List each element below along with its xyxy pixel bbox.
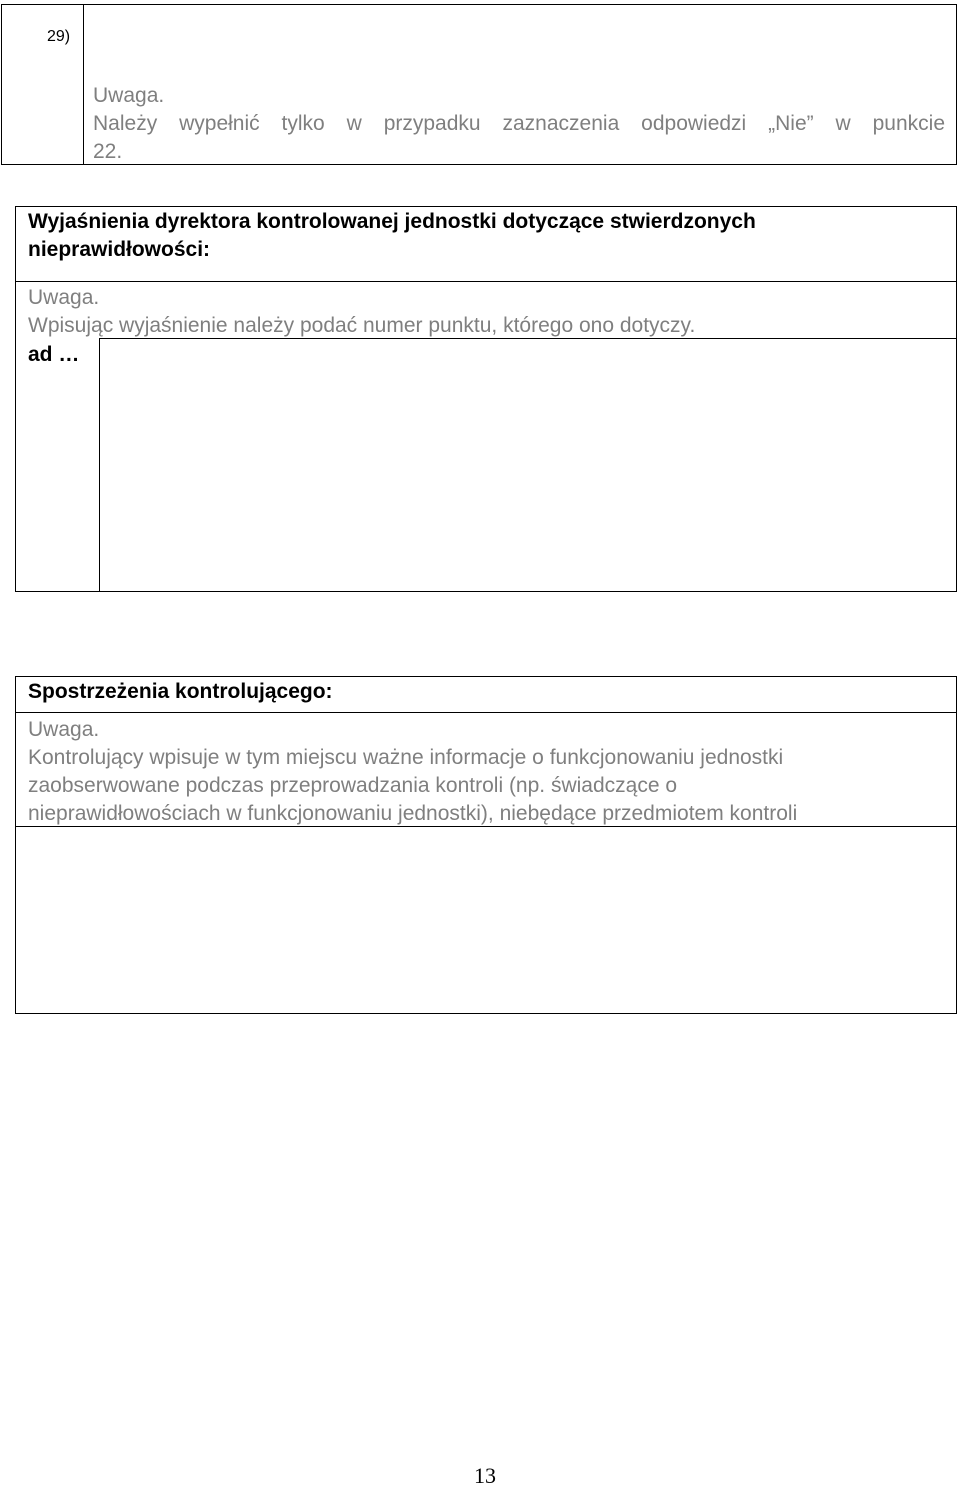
observations-title: Spostrzeżenia kontrolującego:: [28, 680, 333, 703]
note-label: Uwaga.: [28, 286, 100, 309]
note-text: Wpisując wyjaśnienie należy podać numer punktu, którego ono dotyczy.: [28, 314, 696, 337]
explanations-title-divider: [15, 281, 957, 282]
question-29-note: [93, 82, 945, 166]
note-text-line1: Kontrolujący wpisuje w tym miejscu ważne informacje o funkcjonowaniu jednostki: [28, 746, 784, 769]
note-label: Uwaga.: [93, 84, 165, 107]
note-label: Uwaga.: [28, 718, 100, 741]
observations-note: [28, 716, 953, 828]
ad-label: ad …: [28, 343, 80, 366]
explanations-column-divider: [99, 338, 100, 592]
note-text-line2: zaobserwowane podczas przeprowadzania kontroli (np. świadczące o: [28, 774, 678, 797]
question-29-divider: [83, 4, 84, 165]
page-number: 13: [474, 1463, 496, 1488]
note-text-line1: Należy wypełnić tylko w przypadku zaznaczenia odpowiedzi „Nie” w punkcie: [93, 112, 945, 135]
explanations-title: Wyjaśnienia dyrektora kontrolowanej jednostki dotyczące stwierdzonych nieprawidłowości:: [28, 210, 756, 261]
question-number: 29): [47, 28, 71, 45]
explanations-note: [28, 284, 948, 340]
note-text-line3: nieprawidłowościach w funkcjonowaniu jednostki), niebędące przedmiotem kontroli: [28, 802, 798, 825]
note-text-line2: 22.: [93, 140, 123, 163]
observations-title-divider: [15, 712, 957, 713]
